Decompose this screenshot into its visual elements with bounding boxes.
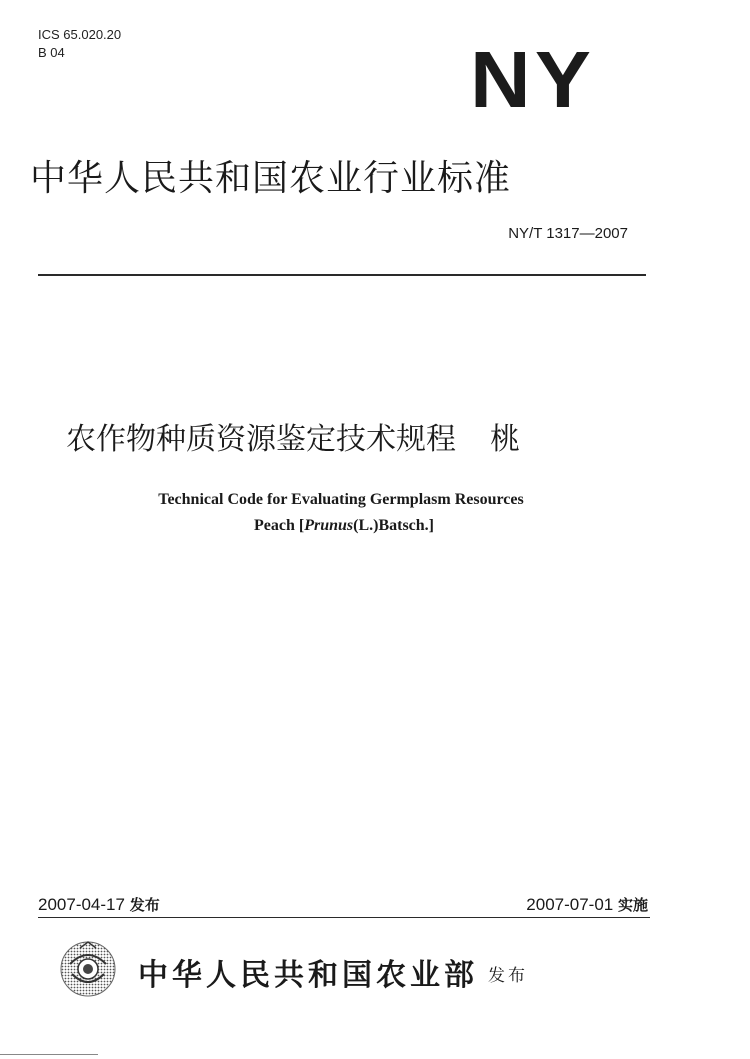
publisher-action: 发布 <box>488 966 528 986</box>
document-title-en <box>0 487 750 539</box>
document-title-suffix: 桃 <box>490 422 520 457</box>
implement-date-value: 2007-07-01 <box>526 895 614 914</box>
title-en-line1: Technical Code for Evaluating Germplasm Resources <box>158 491 524 508</box>
issue-date-value: 2007-04-17 <box>38 895 125 914</box>
document-title-cn <box>66 414 520 458</box>
ccs-code: B 04 <box>38 45 65 60</box>
issue-word: 发布 <box>129 896 160 914</box>
classification-codes <box>38 26 121 62</box>
scan-edge-line <box>0 1054 98 1055</box>
ministry-emblem-icon <box>58 938 118 1000</box>
standard-number: NY/T 1317—2007 <box>508 225 628 242</box>
implement-date <box>526 894 648 915</box>
standard-category-title: 中华人民共和国农业行业标准 <box>30 158 512 199</box>
top-divider <box>38 274 646 276</box>
implement-word: 实施 <box>617 896 648 914</box>
bottom-divider <box>38 917 650 918</box>
title-en-line2-post: (L.)Batsch.] <box>353 517 434 534</box>
title-en-line2 <box>0 513 750 539</box>
title-en-line2-pre: Peach [ <box>253 517 305 534</box>
ny-logo: NY <box>470 35 596 124</box>
publisher-name: 中华人民共和国农业部 <box>138 958 478 993</box>
publisher <box>138 950 528 994</box>
ics-code: ICS 65.020.20 <box>38 27 122 42</box>
issue-date <box>38 894 160 915</box>
document-title-main: 农作物种质资源鉴定技术规程 <box>66 422 456 457</box>
title-en-latin-genus: Prunus <box>304 517 354 534</box>
